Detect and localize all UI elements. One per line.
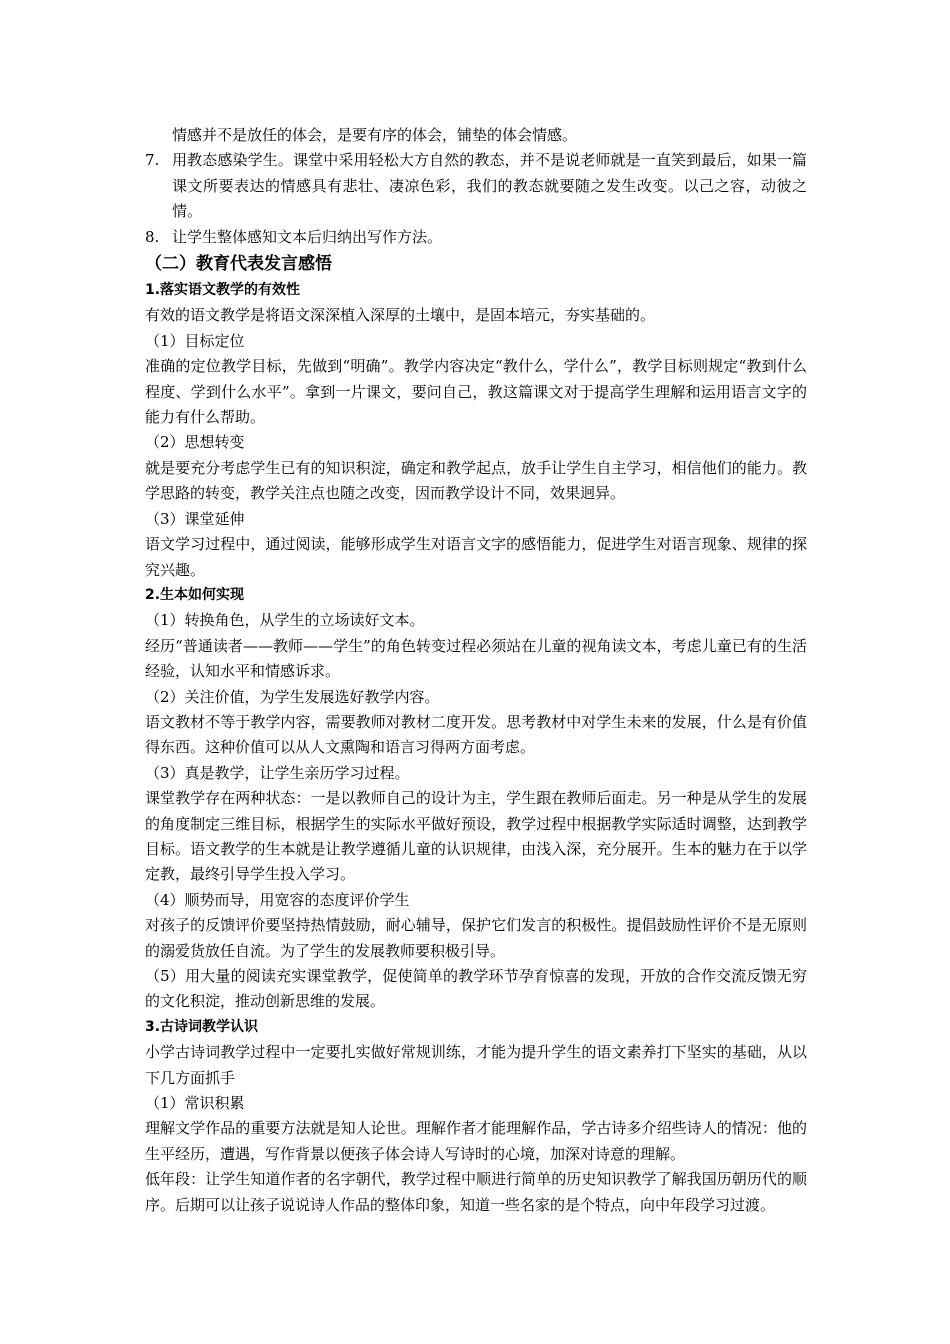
paragraph: 语文教材不等于教学内容，需要教师对教材二度开发。思考教材中对学生未来的发展，什么是有价值得东西。这种价值可以从人文熏陶和语言习得两方面考虑。 — [145, 712, 807, 757]
paragraph: 对孩子的反馈评价要坚持热情鼓励，耐心辅导，保护它们发言的积极性。提倡鼓励性评价不是无原则的溺爱货放任自流。为了学生的发展教师要积极引导。 — [145, 916, 807, 960]
paragraph: 经历“普通读者——教师——学生”的角色转变过程必须站在儿童的视角读文本，考虑儿童已有的生活经验，认知水平和情感诉求。 — [145, 636, 807, 681]
paragraph: 语文学习过程中，通过阅读，能够形成学生对语言文字的感悟能力，促进学生对语言现象、规律的探究兴趣。 — [145, 535, 807, 579]
paragraph: 低年段：让学生知道作者的名字朝代，教学过程中顺进行简单的历史知识教学了解我国历朝历代的顺序。后期可以让孩子说说诗人作品的整体印象，知道一些名家的是个特点，向中年段学习过渡。 — [145, 1170, 807, 1214]
list-number: 7. — [145, 151, 160, 170]
subsection-heading-3: 3.古诗词教学认识 — [145, 1018, 259, 1035]
subsection-heading-2: 2.生本如何实现 — [145, 586, 245, 603]
point-label: （2）思想转变 — [145, 433, 245, 452]
paragraph: 准确的定位教学目标，先做到“明确”。教学内容决定“教什么，学什么”，教学目标则规定“教到什么程度、学到什么水平”。拿到一片课文，要问自己，教这篇课文对于提高学生理解和运用语言文字的能力有什么帮助。 — [145, 357, 807, 427]
list-text: 让学生整体感知文本后归纳出写作方法。 — [172, 227, 443, 246]
list-item-7 — [145, 148, 807, 224]
list-item-8 — [145, 225, 807, 250]
point-label: （4）顺势而导，用宽容的态度评价学生 — [145, 890, 410, 909]
point-label: （3）课堂延伸 — [145, 509, 245, 528]
point-label: （1）常识积累 — [145, 1094, 245, 1113]
point-label: （1）目标定位 — [145, 331, 245, 350]
paragraph: 就是要充分考虑学生已有的知识积淀，确定和教学起点，放手让学生自主学习，相信他们的能力。教学思路的转变，教学关注点也随之改变，因而教学设计不同，效果迥异。 — [145, 458, 807, 503]
paragraph: 理解文学作品的重要方法就是知人论世。理解作者才能理解作品，学古诗多介绍些诗人的情况：他的生平经历，遭遇，写作背景以便孩子体会诗人写诗时的心境，加深对诗意的理解。 — [145, 1119, 807, 1163]
paragraph: 小学古诗词教学过程中一定要扎实做好常规训练，才能为提升学生的语文素养打下坚实的基础，从以下几方面抓手 — [145, 1043, 807, 1087]
point-label: （3）真是教学，让学生亲历学习过程。 — [145, 763, 410, 782]
list-item-continuation: 情感并不是放任的体会，是要有序的体会，铺垫的体会情感。 — [172, 126, 578, 144]
document-page — [145, 123, 807, 1218]
list-number: 8. — [145, 227, 160, 246]
list-text: 用教态感染学生。课堂中采用轻松大方自然的教态，并不是说老师就是一直笑到最后，如果一篇课文所要表达的情感具有悲壮、凄凉色彩，我们的教态就要随之发生改变。以己之容，动彼之情。 — [172, 151, 807, 221]
point-label: （2）关注价值，为学生发展选好教学内容。 — [145, 687, 440, 706]
section-heading: （二）教育代表发言感悟 — [145, 254, 332, 275]
point-label: （1）转换角色，从学生的立场读好文本。 — [145, 611, 425, 630]
paragraph: （5）用大量的阅读充实课堂教学，促使简单的教学环节孕育惊喜的发现，开放的合作交流反馈无穷的文化积淀，推动创新思维的发展。 — [145, 967, 807, 1011]
paragraph: 有效的语文教学是将语文深深植入深厚的土壤中，是固本培元，夯实基础的。 — [145, 306, 656, 325]
paragraph: 课堂教学存在两种状态：一是以教师自己的设计为主，学生跟在教师后面走。另一种是从学生的发展的角度制定三维目标，根据学生的实际水平做好预设，教学过程中根据教学实际适时调整，达到教学目标。语文教学的生本就是让教学遵循儿童的认识规律，由浅入深，充分展开。生本的魅力在于以学定教，最终引导学生投入学习。 — [145, 789, 807, 884]
subsection-heading-1: 1.落实语文教学的有效性 — [145, 282, 301, 299]
